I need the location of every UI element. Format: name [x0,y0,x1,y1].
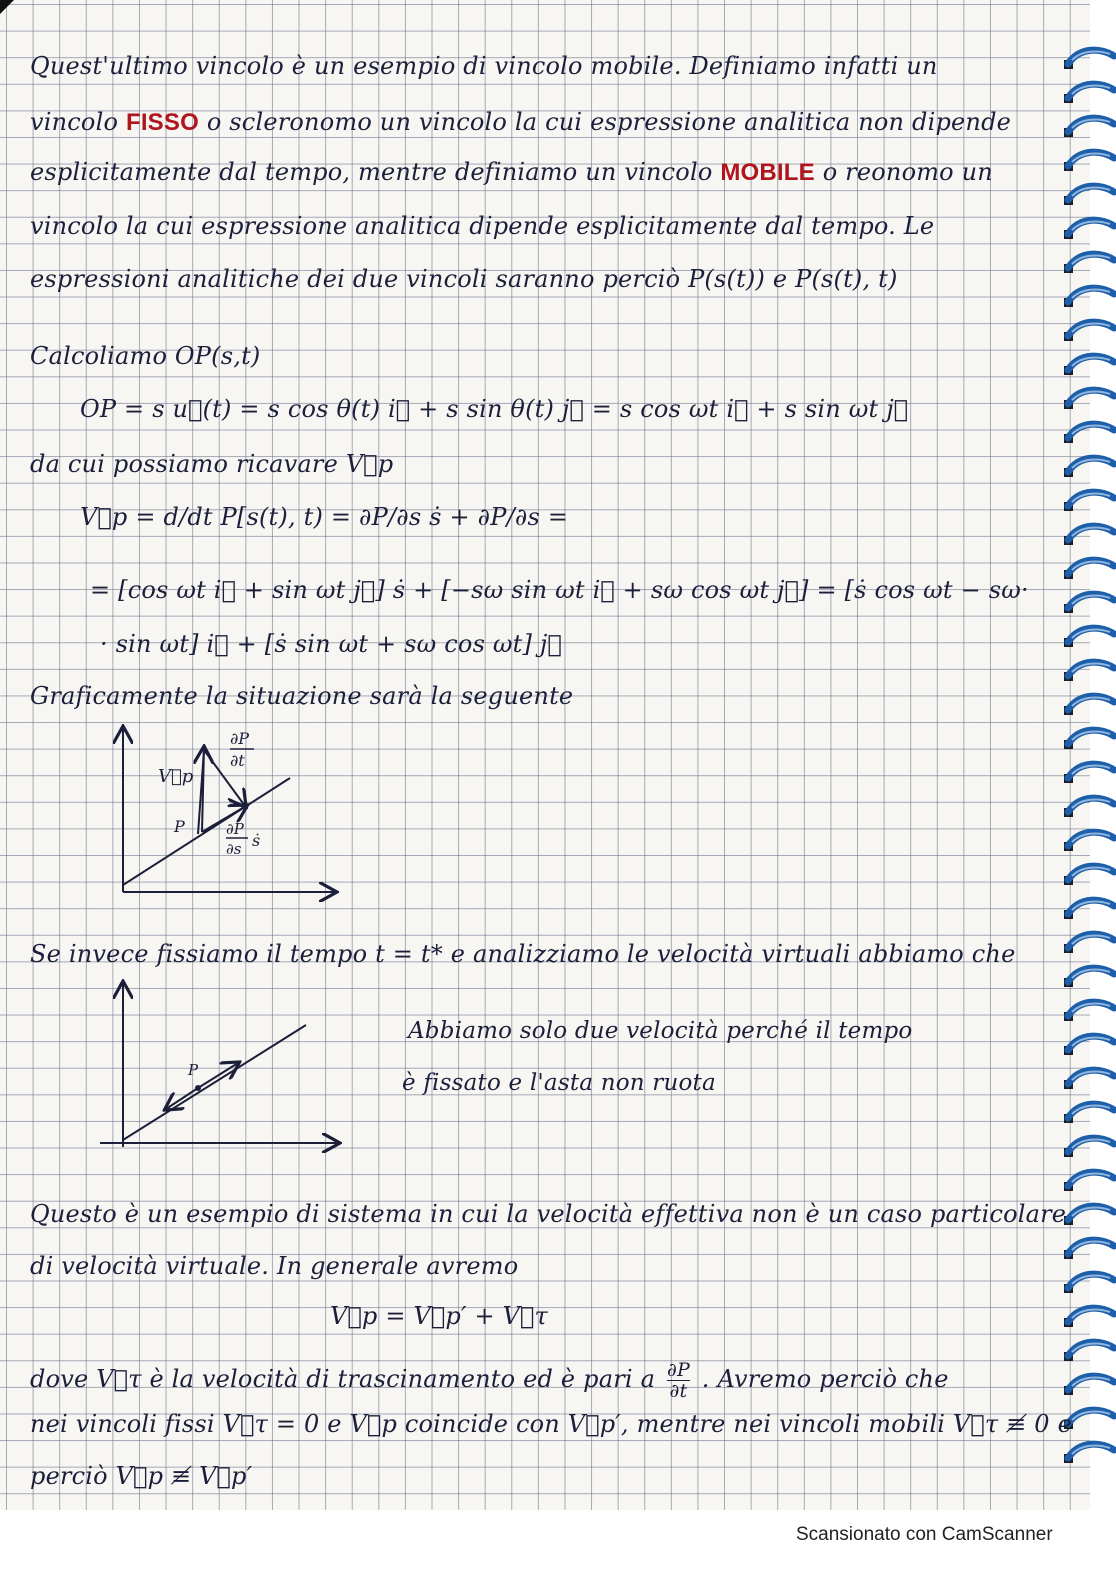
spiral-coil [1064,1240,1114,1259]
spiral-coil [1064,220,1114,239]
spiral-coil [1064,866,1114,885]
virtual-velocity-backward-arrow [166,1088,198,1109]
text-line: espressioni analitiche dei due vincoli saranno perciò P(s(t)) e P(s(t), t) [30,265,898,293]
spiral-coil [1064,1444,1114,1463]
spiral-coil [1064,1002,1114,1021]
spiral-coil [1064,594,1114,613]
spiral-coil [1064,560,1114,579]
spiral-coil [1064,696,1114,715]
spiral-coil [1064,118,1114,137]
text-line [30,108,1011,137]
label-p: P [174,817,185,836]
label-sdot: ṡ [252,831,261,850]
spiral-coil [1064,628,1114,647]
spiral-coil [1064,934,1114,953]
spiral-coil [1064,84,1114,103]
label-dpds-num: ∂P [226,820,244,838]
fraction-dpdt [667,1360,690,1401]
text-line [30,1360,949,1401]
spiral-coil [1064,492,1114,511]
equation-op: OP = s u⃗(t) = s cos θ(t) i⃗ + s sin θ(t) j⃗ = s cos ωt i⃗ + s sin ωt j⃗ [80,395,909,423]
spiral-coil [1064,424,1114,443]
text-line: vincolo la cui espressione analitica dipende esplicitamente dal tempo. Le [30,212,935,240]
text-line [30,158,993,187]
rod-line [123,1025,306,1140]
spiral-coil [1064,254,1114,273]
spiral-coil [1064,1138,1114,1157]
text-line: Questo è un esempio di sistema in cui la velocità effettiva non è un caso particolare [30,1200,1067,1228]
velocity-diagram-2 [80,975,360,1175]
spiral-coil [1064,1104,1114,1123]
rod-line [123,778,290,885]
spiral-coil [1064,288,1114,307]
spiral-coil [1064,1206,1114,1225]
text-line: Calcoliamo OP(s,t) [30,342,261,370]
spiral-coil [1064,900,1114,919]
equation-expansion-1: = [cos ωt i⃗ + sin ωt j⃗] ṡ + [−sω sin ωt i⃗ + sω cos ωt j⃗] = [ṡ cos ωt − sω· [90,576,1029,604]
text-line: Se invece fissiamo il tempo t = t* e analizziamo le velocità virtuali abbiamo che [30,940,1016,968]
spiral-coil [1064,50,1114,69]
spiral-coil [1064,390,1114,409]
text-line: di velocità virtuale. In generale avremo [30,1252,519,1280]
text-line: nei vincoli fissi V⃗τ = 0 e V⃗p coincide con V⃗p′, mentre nei vincoli mobili V⃗τ ≢ 0 e [30,1410,1072,1438]
label-dpdt-num: ∂P [230,729,250,748]
text-line: perciò V⃗p ≢ V⃗p′ [30,1462,253,1490]
highlight-mobile: MOBILE [720,159,815,186]
spiral-coil [1064,1342,1114,1361]
spiral-coil [1064,662,1114,681]
spiral-coil [1064,798,1114,817]
label-p: P [188,1061,199,1079]
fraction-denominator: ∂t [669,1380,688,1402]
text-fragment: . Avremo perciò che [701,1365,949,1393]
text-line: da cui possiamo ricavare V⃗p [30,450,394,478]
label-dpds-den: ∂s [226,840,242,858]
spiral-binding [1058,40,1116,1480]
label-dpdt-den: ∂t [230,751,245,770]
spiral-coil [1064,1376,1114,1395]
equation-expansion-2: · sin ωt] i⃗ + [ṡ sin ωt + sω cos ωt] j⃗ [100,630,562,658]
spiral-coil [1064,968,1114,987]
diagram-note-line: è fissato e l'asta non ruota [402,1070,716,1096]
text-fragment: dove V⃗τ è la velocità di trascinamento ed è pari a [30,1365,656,1393]
spiral-coil [1064,356,1114,375]
spiral-coil [1064,730,1114,749]
spiral-coil [1064,152,1114,171]
spiral-coil [1064,1070,1114,1089]
spiral-coil [1064,526,1114,545]
diagram-note-line: Abbiamo solo due velocità perché il tempo [408,1018,913,1044]
spiral-coil [1064,458,1114,477]
spiral-coil [1064,1274,1114,1293]
spiral-coil [1064,1036,1114,1055]
spiral-coil [1064,832,1114,851]
text-fragment: esplicitamente dal tempo, mentre definiamo un vincolo [30,158,713,186]
scan-corner-mark [0,0,14,14]
velocity-diagram-1 [80,720,360,920]
spiral-coil [1064,1172,1114,1191]
equation-velocity-sum: V⃗p = V⃗p′ + V⃗τ [330,1302,548,1330]
text-line: Quest'ultimo vincolo è un esempio di vincolo mobile. Definiamo infatti un [30,52,938,80]
fraction-numerator: ∂P [666,1359,690,1381]
equation-vp: V⃗p = d/dt P[s(t), t) = ∂P/∂s ṡ + ∂P/∂s = [80,503,569,531]
spiral-coil [1064,322,1114,341]
text-fragment: vincolo [30,108,119,136]
highlight-fisso: FISSO [125,109,199,136]
text-fragment: o scleronomo un vincolo la cui espressione analitica non dipende [206,108,1012,136]
text-fragment: o reonomo un [822,158,993,186]
spiral-coil [1064,1308,1114,1327]
scanner-footer: Scansionato con CamScanner [796,1524,1053,1545]
virtual-velocity-forward-arrow [198,1063,238,1088]
spiral-coil [1064,764,1114,783]
label-vp: V⃗p [158,766,194,787]
spiral-coil [1064,186,1114,205]
text-line: Graficamente la situazione sarà la seguente [30,682,574,710]
